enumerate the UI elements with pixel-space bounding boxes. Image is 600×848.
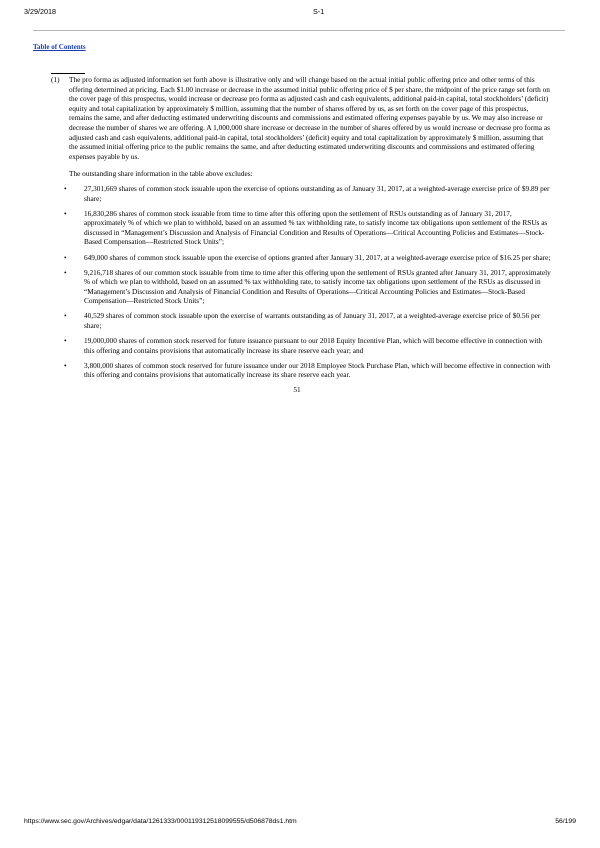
list-item — [51, 268, 551, 306]
list-item-text: 16,830,286 shares of common stock issuable from time to time after this offering upon the settlement of RSUs outstanding as of January 31, 2017, approximately % of which we plan to withhold, based on an assumed % tax withholding rate, to satisfy income tax obligations upon settlement of the RSUs as discussed in “Management’s Discussion and Analysis of Financial Condition and Results of Operations—Critical Accounting Policies and Estimates—Stock-Based Compensation—Restricted Stock Units”; — [84, 208, 548, 247]
list-item-text: 27,301,669 shares of common stock issuable upon the exercise of options outstanding as of January 31, 2017, at a weighted-average exercise price of $9.89 per share; — [84, 183, 550, 203]
bullet-icon: • — [64, 267, 67, 277]
table-of-contents-link[interactable]: Table of Contents — [33, 43, 86, 51]
header-divider — [33, 30, 565, 31]
list-item-text: 649,000 shares of common stock issuable upon the exercise of options granted after January 31, 2017, at a weighted-average exercise price of $16.25 per share; — [84, 252, 551, 262]
print-page-count: 56/199 — [555, 818, 576, 825]
list-item — [51, 311, 551, 330]
excluded-shares-list — [51, 184, 551, 380]
list-item-text: 40,529 shares of common stock issuable upon the exercise of warrants outstanding as of January 31, 2017, at a weighted-average exercise price of $0.56 per share; — [84, 311, 541, 331]
excludes-intro: The outstanding share information in the table above excludes: — [69, 169, 253, 179]
bullet-icon: • — [64, 336, 67, 346]
footnote-divider — [51, 73, 85, 74]
list-item — [51, 209, 551, 247]
footnote-text: The pro forma as adjusted information set forth above is illustrative only and will change based on the actual initial public offering price and other terms of this offering determined at pricing. Each $1.00 increase or decrease in the assumed initial public offering price of $ per share, the midpoint of the price range set forth on the cover page of this prospectus, would increase or decrease pro forma as adjusted cash and cash equivalents, additional paid-in capital, total stockholders’ (deficit) equity and total capitalization by approximately $ million, assuming that the number of shares offered by us, as set forth on the cover page of this prospectus, remains the same, and after deducting estimated underwriting discounts and commissions and estimated offering expenses payable by us. We may also increase or decrease the number of shares we are offering. A 1,000,000 share increase or decrease in the number of shares offered by us would increase or decrease pro forma as adjusted cash and cash equivalents, additional paid-in capital, total stockholders’ (deficit) equity and total capitalization by approximately $ million, assuming that the assumed initial offering price to the public remains the same, and after deducting estimated underwriting discounts and commissions and estimated offering expenses payable by us. — [69, 75, 550, 161]
footnote-1 — [51, 75, 551, 161]
list-item — [51, 361, 551, 380]
print-header — [0, 0, 600, 20]
document-title: S-1 — [313, 7, 325, 16]
list-item — [51, 253, 551, 263]
list-item-text: 19,000,000 shares of common stock reserved for future issuance pursuant to our 2018 Equity Incentive Plan, which will become effective in connection with this offering and contains provisions that automatically increase its share reserve each year; and — [84, 336, 543, 355]
list-item-text: 3,800,000 shares of common stock reserved for future issuance under our 2018 Employee Stock Purchase Plan, which will become effective in connection with this offering and contains provisions that automatically increase its share reserve each year. — [84, 360, 551, 380]
list-item — [51, 336, 551, 355]
bullet-icon: • — [64, 252, 67, 262]
bullet-icon: • — [64, 208, 67, 218]
document-body — [51, 75, 551, 394]
footnote-number: (1) — [51, 75, 60, 84]
page-number: 51 — [293, 384, 301, 394]
bullet-icon: • — [64, 311, 67, 321]
bullet-icon: • — [64, 183, 67, 193]
source-url: https://www.sec.gov/Archives/edgar/data/1261333/000119312518099555/d506878ds1.htm — [24, 818, 297, 825]
list-item — [51, 184, 551, 203]
list-item-text: 9,216,718 shares of our common stock issuable from time to time after this offering upon the settlement of RSUs granted after January 31, 2017, approximately % of which we plan to withhold, based on an assumed % tax withholding rate, to satisfy income tax obligations upon settlement of the RSUs as discussed in “Management’s Discussion and Analysis of Financial Condition and Results of Operations—Critical Accounting Policies and Estimates—Stock-Based Compensation—Restricted Stock Units”; — [84, 267, 551, 306]
print-date: 3/29/2018 — [24, 7, 56, 16]
bullet-icon: • — [64, 360, 67, 370]
